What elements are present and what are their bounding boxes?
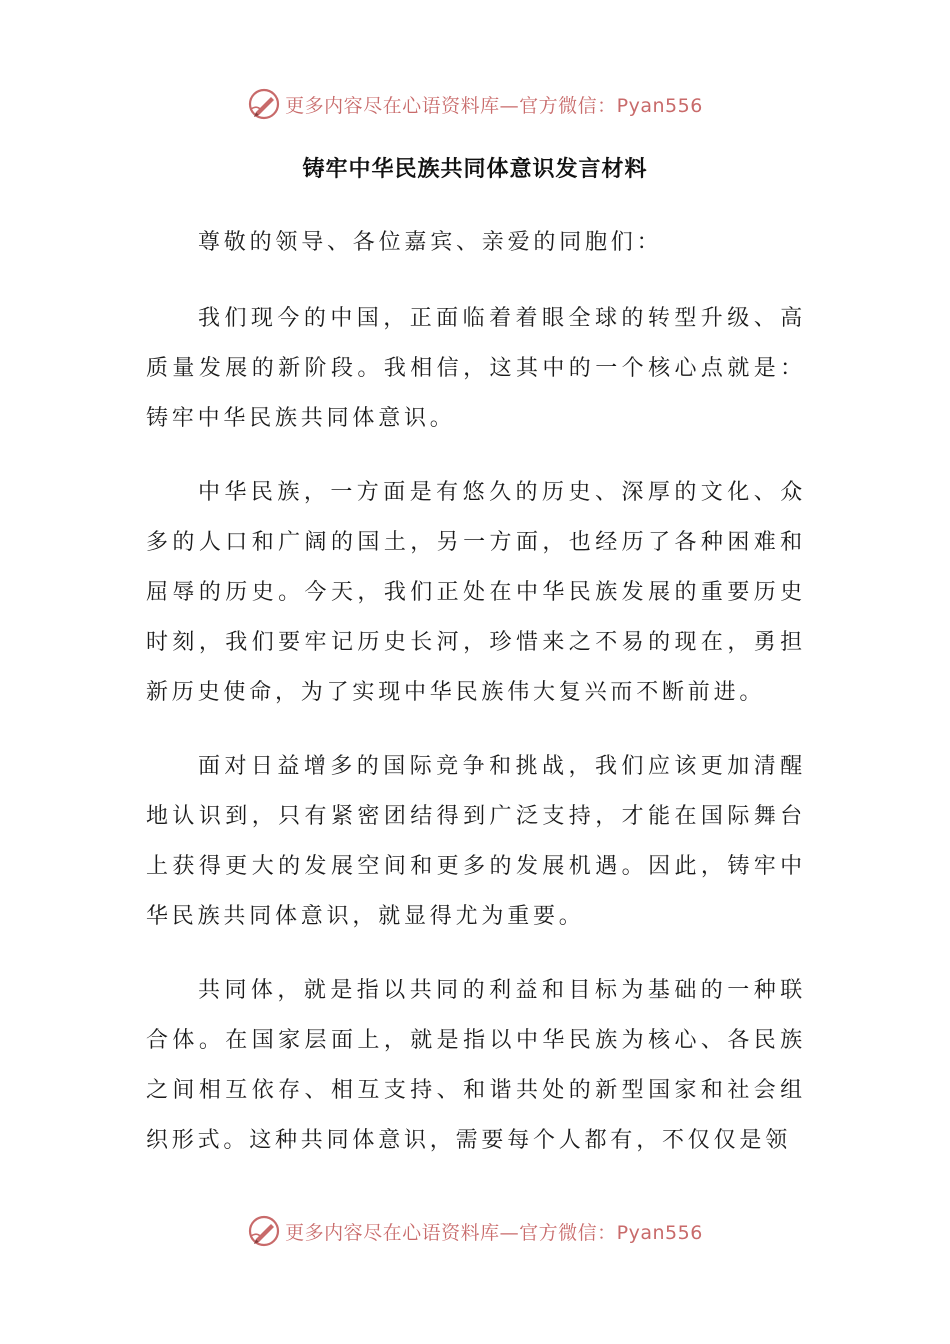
paragraph: 中华民族，一方面是有悠久的历史、深厚的文化、众多的人口和广阔的国土，另一方面，也经历了各种困难和屈辱的历史。今天，我们正处在中华民族发展的重要历史时刻，我们要牢记历史长河，珍惜来之不易的现在，勇担新历史使命，为了实现中华民族伟大复兴而不断前进。 [146, 480, 806, 705]
paragraph: 我们现今的中国，正面临着着眼全球的转型升级、高质量发展的新阶段。我相信，这其中的一个核心点就是：铸牢中华民族共同体意识。 [146, 306, 806, 431]
pen-logo-icon [247, 87, 281, 121]
document-body [146, 218, 806, 1190]
header-contact-text: 官方微信：Pyan556 [519, 94, 703, 117]
document-title: 铸牢中华民族共同体意识发言材料 [302, 157, 648, 182]
pen-logo-icon [247, 1214, 281, 1248]
footer-brand-text: 更多内容尽在心语资料库— [285, 1221, 520, 1244]
header-watermark [0, 84, 950, 124]
footer-watermark [0, 1211, 950, 1251]
header-brand-text: 更多内容尽在心语资料库— [285, 94, 520, 117]
paragraph-greeting: 尊敬的领导、各位嘉宾、亲爱的同胞们： [198, 230, 663, 255]
paragraph: 共同体，就是指以共同的利益和目标为基础的一种联合体。在国家层面上，就是指以中华民族为核心、各民族之间相互依存、相互支持、和谐共处的新型国家和社会组织形式。这种共同体意识，需要每个人都有，不仅仅是领 [146, 978, 806, 1153]
footer-contact-text: 官方微信：Pyan556 [519, 1221, 703, 1244]
paragraph: 面对日益增多的国际竞争和挑战，我们应该更加清醒地认识到，只有紧密团结得到广泛支持，才能在国际舞台上获得更大的发展空间和更多的发展机遇。因此，铸牢中华民族共同体意识，就显得尤为重要。 [146, 754, 806, 929]
